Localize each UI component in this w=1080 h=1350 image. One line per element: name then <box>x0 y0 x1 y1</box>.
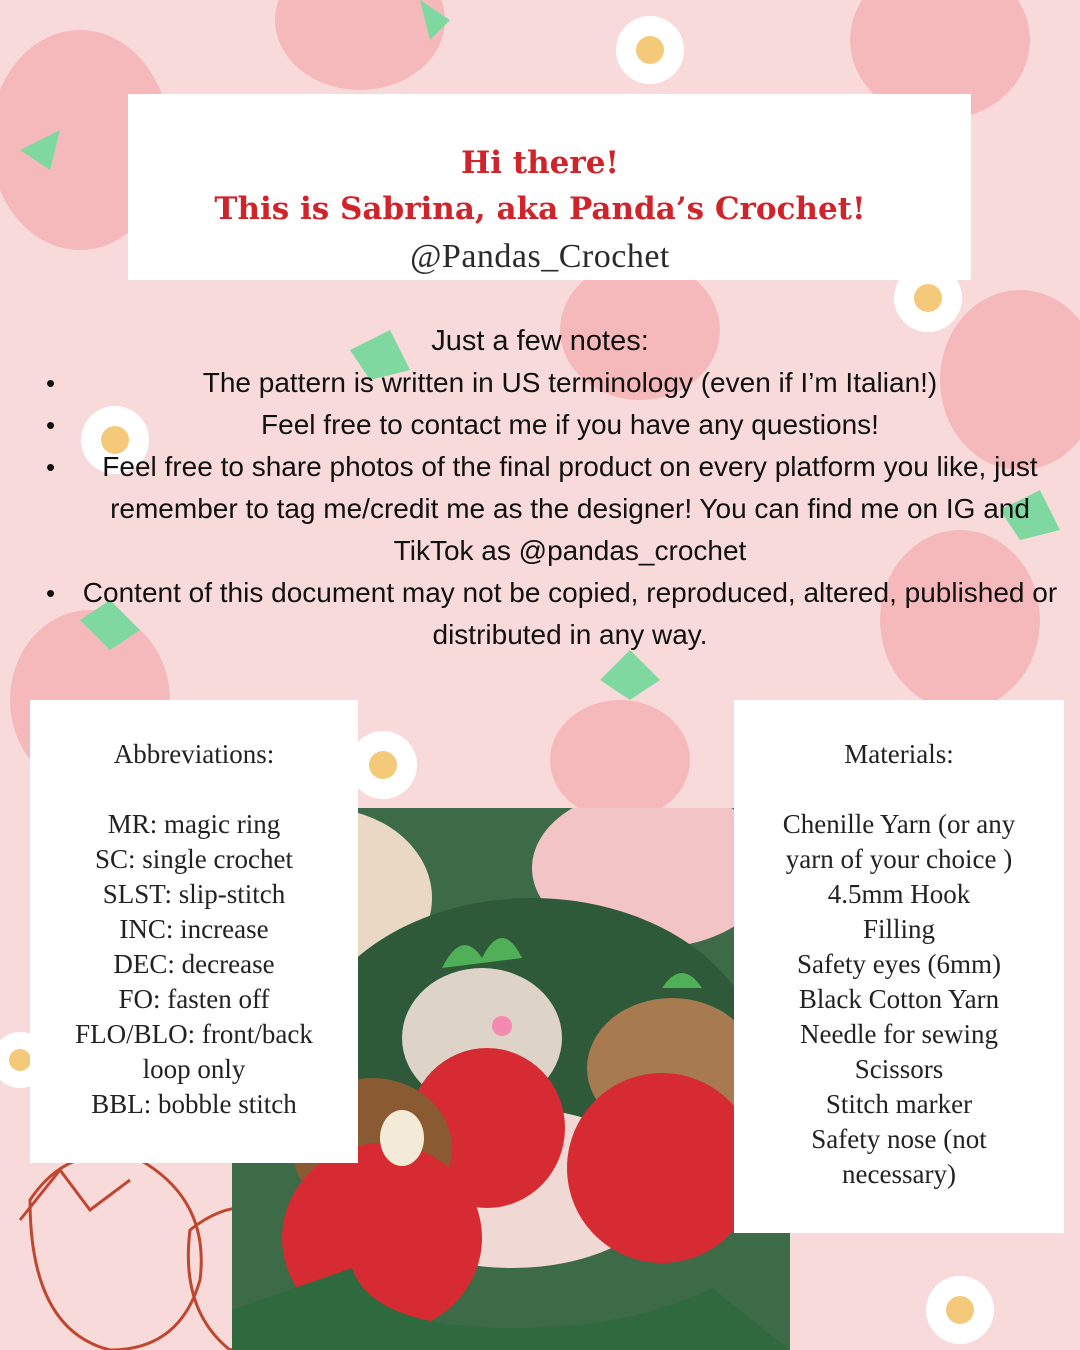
abbreviations-title: Abbreviations: <box>113 739 275 769</box>
note-text: Feel free to contact me if you have any questions! <box>261 409 879 440</box>
strawberry-icon <box>550 700 690 820</box>
note-text: Content of this document may not be copied, reproduced, altered, published or distributed in any way. <box>82 577 1058 650</box>
daisy-icon <box>349 731 417 799</box>
material-item: Safety eyes (6mm) <box>797 949 1001 979</box>
abbreviation-item: BBL: bobble stitch <box>91 1089 297 1119</box>
greeting-line-2: This is Sabrina, aka Panda’s Crochet! <box>214 191 866 227</box>
material-item: Needle for sewing <box>800 1019 998 1049</box>
abbreviation-item: FLO/BLO: front/back loop only <box>75 1019 313 1084</box>
bullet-icon: • <box>46 368 56 398</box>
abbreviation-item: SC: single crochet <box>95 844 293 874</box>
material-item: Chenille Yarn (or any yarn of your choice ) <box>782 809 1016 874</box>
note-item <box>40 362 1060 404</box>
materials-title: Materials: <box>844 739 954 769</box>
abbreviations-list <box>30 807 358 1122</box>
greeting-line-1: Hi there! <box>460 145 620 181</box>
strawberry-icon <box>600 650 660 700</box>
bullet-icon: • <box>46 410 56 440</box>
greeting-title <box>0 140 1080 232</box>
abbreviation-item: INC: increase <box>119 914 269 944</box>
material-item: 4.5mm Hook <box>827 879 971 909</box>
daisy-icon <box>926 1276 994 1344</box>
abbreviation-item: SLST: slip-stitch <box>102 879 286 909</box>
note-text: The pattern is written in US terminology (even if I’m Italian!) <box>202 367 938 398</box>
strawberry-icon <box>275 0 445 90</box>
materials-list <box>734 807 1064 1192</box>
material-item: Black Cotton Yarn <box>798 984 1000 1014</box>
note-item <box>40 572 1060 656</box>
note-text: Feel free to share photos of the final product on every platform you like, just remember to tag me/credit me as the designer! You can find me on IG and TikTok as @pandas_crochet <box>102 451 1038 566</box>
social-handle: @Pandas_Crochet <box>410 238 670 275</box>
notes-list <box>40 362 1060 656</box>
material-item: Scissors <box>854 1054 944 1084</box>
material-item: Stitch marker <box>825 1089 973 1119</box>
note-item <box>40 404 1060 446</box>
material-item: Filling <box>862 914 936 944</box>
abbreviation-item: DEC: decrease <box>113 949 275 979</box>
note-item <box>40 446 1060 572</box>
bullet-icon: • <box>46 578 56 608</box>
bullet-icon: • <box>46 452 56 482</box>
daisy-icon <box>616 16 684 84</box>
notes-title: Just a few notes: <box>431 325 649 357</box>
abbreviation-item: FO: fasten off <box>118 984 270 1014</box>
material-item: Safety nose (not necessary) <box>811 1124 987 1189</box>
abbreviation-item: MR: magic ring <box>107 809 281 839</box>
